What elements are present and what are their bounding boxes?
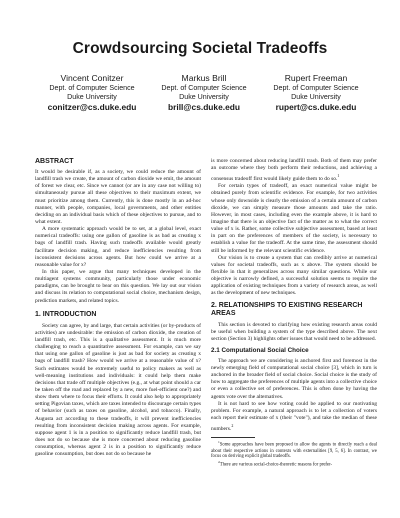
footnote-text: There are various social-choice-theoretic reasons for prefer- <box>219 462 333 468</box>
author-dept: Dept. of Computer Science <box>49 83 135 92</box>
left-column <box>35 158 201 458</box>
intro-paragraph: Society can agree, by and large, that certain activities (or by-products of activities) are undesirable: the emission of carbon dioxide, the creation of landfill trash, etc. This is a qualitative assessment. It is much more challenging to reach a quantitative assessment. For example, can we say that using one gallon of gasoline is just as bad for society as creating x bags of landfill trash? How would we arrive at a reasonable value of x? Such estimates would be extremely useful to policy makers as well as well-meaning institutions and individuals: it could help them make decisions that trade off multiple objectives (e.g., at what point should a car be taken off the road and replaced by a new, more fuel-efficient one?) and show them where to focus their efforts. It could also help to appropriately setting Pigovian taxes, which are taxes intended to discourage certain types of behavior (such as taxes on gasoline, alcohol, and tobacco). Finally, Augusta act according to these tradeoffs, it will prevent inefficiencies resulting from inconsistent decision making across agents. For example, suppose agent 1 is in a position to significantly reduce landfill trash, but does not do so because she is more concerned about reducing gasoline consumption, whereas agent 2 is in a position to significantly reduce gasoline consumption, but does not do so because he <box>35 322 201 458</box>
paragraph-text: is more concerned about reducing landfill trash. Both of them may prefer an outcome where they both perform their reductions, and achieving a consensus tradeoff first would likely guide them to do so. <box>211 158 377 183</box>
abstract-paragraph: It would be desirable if, as a society, we could reduce the amount of landfill trash we create, the amount of carbon dioxide we emit, the amount of forest we clear, etc. Since we cannot (or are in any case not willing to) simultaneously pursue all these objectives to their maximum extent, we must prioritize among them. Currently, this is done mostly in an ad-hoc manner, with people, companies, local governments, and other entities deciding on an individual basis which of these objectives to pursue, and to what extent. <box>35 169 201 225</box>
body-paragraph: For certain types of tradeoff, an exact numerical value might be obtained purely from scientific evidence. For example, for two activities whose only downside is clearly the emission of a certain amount of carbon dioxide, we can simply measure those amounts and take the ratio. However, in most cases, including even the example above, it is hard to imagine that there is an objective fact of the matter as to what the correct value of x is. Rather, some collective subjective assessment, based at least in part on the preferences of members of the society, is necessary to establish a value for the tradeoff. At the same time, the assessment should still be informed by the relevant scientific evidence. <box>211 183 377 254</box>
author-univ: Duke University <box>179 93 229 101</box>
author-email: conitzer@cs.duke.edu <box>47 101 137 112</box>
author-dept: Dept. of Computer Science <box>273 83 359 92</box>
author-2 <box>152 74 256 112</box>
footnote-marker: 1 <box>337 173 340 179</box>
footnote-rule <box>211 437 255 438</box>
author-email: rupert@cs.duke.edu <box>275 101 357 112</box>
footnote-number: 1 <box>218 440 220 445</box>
section-2-heading: 2. RELATIONSHIPS TO EXISTING RESEARCH AREAS <box>211 301 363 317</box>
abstract-paragraph: A more systematic approach would be to set, at a global level, exact numerical tradeoffs: using one gallon of gasoline is as bad as creating x bags of landfill trash. Having such tradeoffs available would greatly facilitate decision making, and reduce inefficiencies resulting from inconsistent decisions across agents. But how could we arrive at a reasonable value for x? <box>35 226 201 268</box>
body-paragraph: Our vision is to create a system that can credibly arrive at numerical values for societal tradeoffs, such as x above. The system should be flexible in that it generalizes across many similar questions. While our objective is narrowly defined, a successful solution seems to require the application of existing techniques from a variety of research areas, as well as the development of new techniques. <box>211 254 377 297</box>
right-column <box>211 158 377 468</box>
footnote-text: Some approaches have been proposed to allow the agents to directly reach a deal about their respective actions in contexts with externalities [9, 5, 6]. In contrast, we focus on deriving explicit global tradeoffs. <box>211 442 377 460</box>
footnote-2 <box>211 460 377 468</box>
author-univ: Duke University <box>67 93 117 101</box>
footnote-number: 2 <box>218 460 220 465</box>
footnote-1 <box>211 440 377 460</box>
author-name: Vincent Conitzer <box>60 73 124 83</box>
subsection-2-1-heading: 2.1 Computational Social Choice <box>211 346 309 354</box>
abstract-paragraph: In this paper, we argue that many techniques developed in the multiagent systems community, particularly those under economic paradigms, can be brought to bear on this question. We lay out our vision and discuss its relation to computational social choice, mechanism design, prediction markets, and related topics. <box>35 268 201 304</box>
paper-title: Crowdsourcing Societal Tradeoffs <box>72 40 328 57</box>
author-dept: Dept. of Computer Science <box>161 83 247 92</box>
author-univ: Duke University <box>291 93 341 101</box>
body-paragraph <box>211 401 377 433</box>
author-block <box>40 74 368 112</box>
paragraph-text: It is not hard to see how voting could be applied to our motivating problem. For example, a natural approach is to let a collection of voters each report their estimate of x (their "vote"), and take the median of these numbers. <box>211 400 377 433</box>
author-1 <box>40 74 144 112</box>
author-name: Rupert Freeman <box>284 73 348 83</box>
author-3 <box>264 74 368 112</box>
body-paragraph <box>211 158 377 183</box>
body-paragraph: The approach we are considering is anchored first and foremost in the newly emerging field of computational social choice [3], which in turn is anchored in the broader field of social choice. Social choice is the study of how to aggregate the preferences of multiple agents into a collective choice or even a collective set of preferences. This is often done by having the agents vote over the alternatives. <box>211 357 377 400</box>
author-email: brill@cs.duke.edu <box>168 101 240 112</box>
footnote-marker: 2 <box>231 423 234 429</box>
abstract-heading: ABSTRACT <box>35 158 74 165</box>
body-paragraph: This section is devoted to clarifying how existing research areas could be useful when building a system of the type described above. The next section (Section 3) highlights other issues that would need to be addressed. <box>211 321 377 342</box>
author-name: Markus Brill <box>181 73 227 83</box>
section-1-heading: 1. INTRODUCTION <box>35 310 97 318</box>
